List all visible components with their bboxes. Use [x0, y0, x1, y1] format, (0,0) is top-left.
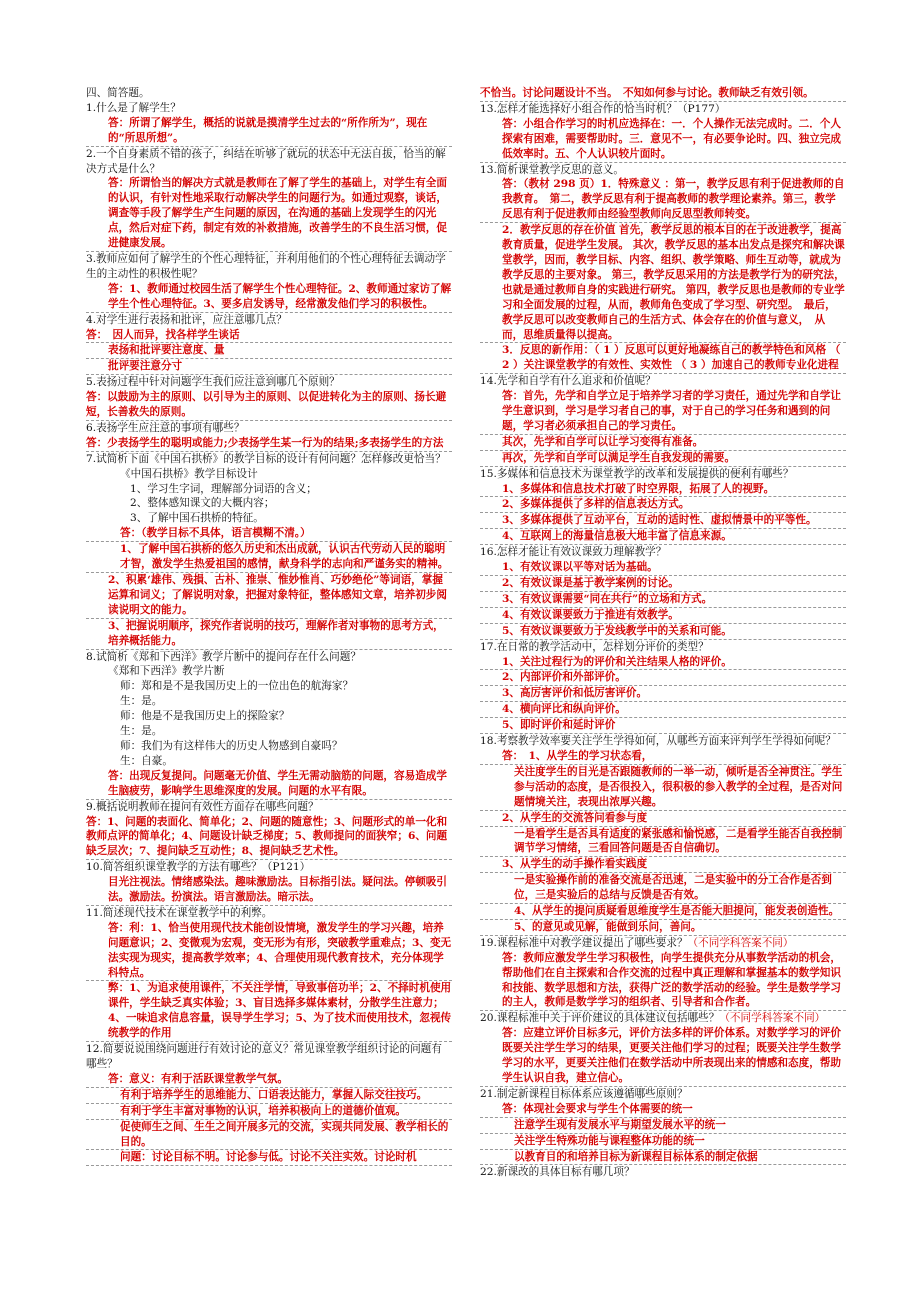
question-text: [480, 1011, 846, 1026]
question-text: [86, 147, 452, 177]
question-text: [86, 86, 452, 101]
answer-text: [480, 1150, 846, 1166]
answer-text: [480, 223, 846, 343]
paragraph-text: 2、多媒体提供了多样的信息表达方式。: [502, 498, 690, 511]
answer-text: [480, 811, 846, 827]
question-text: [480, 936, 846, 951]
answer-text: [480, 702, 846, 718]
paragraph-text: 1.什么是了解学生？: [86, 101, 181, 114]
paragraph-text: 4、互联网上的海量信息极大地丰富了信息来源。: [502, 530, 732, 543]
paragraph-text: 答：以鼓励为主的原则、以引导为主的原则、以促进转化为主的原则、扬长避短，长善救失的原则。: [86, 391, 447, 419]
paragraph-text: 1、多媒体和信息技术打破了时空界限，拓展了人的视野。: [502, 482, 775, 495]
paragraph-text: 3、从学生的动手操作看实践度: [502, 858, 648, 871]
answer-text: [480, 670, 846, 686]
paragraph-text: 13.怎样才能选择好小组合作的恰当时机？（P177）: [480, 102, 726, 115]
answer-text: [86, 176, 452, 252]
answer-text: [480, 451, 846, 467]
paragraph-text: 不恰当。讨论问题设计不当。 不知如何参与讨论。教师缺乏有效引领。: [480, 87, 814, 99]
answer-text: [480, 592, 846, 608]
answer-text: [86, 390, 452, 421]
paragraph-text: 答：出现反复提问。问题毫无价值、学生无需动脑筋的问题，容易造成学生脑疲劳，影响学生思维深度的发展。问题的水平有限。: [108, 769, 447, 797]
paragraph-text: 答：利：1、恰当使用现代技术能创设情境，激发学生的学习兴趣，培养问题意识；2、变微观为宏观，变无形为有形，突破教学重难点；3、变无法实现为现实，提高教学效率；4、合理使用现代教育技术，充分体现学科特点。: [108, 921, 452, 979]
answer-text: [86, 981, 452, 1042]
paragraph-text: 2．教学反思的存在价值 首先，教学反思的根本目的在于改进教学，提高教育质量，促进学生发展。 其次，教学反思的基本出发点是探究和解决课堂教学，因而，教学目标、内容、组织、教学策略、师生互动等，就成为教学反思的主要对象。 第三，教学反思采用的方法是教学行为的研究法，也就是通过教师自身的实践进行研究。 第四，教学反思也是教师的专业学习和全面发展的过程，从而，教师角色变成了学习型、研究型。 最后，教学反思可以改变教师自己的生活方式、体会存在的价值与意义， 从而，思维质量得以提高。: [502, 224, 845, 341]
question-text: [480, 467, 846, 482]
example-text: [86, 482, 452, 497]
answer-text: [480, 576, 846, 592]
answer-text: [86, 343, 452, 359]
paragraph-text: 3.教师应如何了解学生的个性心理特征，并利用他们的个性心理特征去调动学生的主动性的积极性呢？: [86, 252, 446, 280]
answer-text: [480, 529, 846, 545]
paragraph-text: 答：体现社会要求与学生个体需要的统一: [502, 1102, 693, 1115]
paragraph-text: 2、内部评价和外部评价。: [502, 671, 626, 684]
answer-text: [86, 815, 452, 861]
paragraph-text: 答：所谓恰当的解决方式就是教师在了解了学生的基础上，对学生有全面的认识，有针对性地采取行动解决学生的问题行为。如通过观察，谈话，调查等手段了解学生产生问题的原因，在沟通的基础上发现学生的闪光点，然后对症下药，制定有效的补救措施，改善学生的不良生活习惯，促进健康发展。: [108, 177, 447, 250]
example-text: [86, 694, 452, 709]
question-text: [480, 1165, 846, 1180]
paragraph-text: 1、了解中国石拱桥的悠久历史和杰出成就，认识古代劳动人民的聪明才智，激发学生热爱祖国的感情，献身科学的志向和严谨务实的精神。: [120, 543, 449, 571]
question-text: [480, 1087, 846, 1102]
question-text: [86, 1042, 452, 1072]
paragraph-text: 以教育目的和培养目标为新课程目标体系的制定依据: [514, 1150, 758, 1163]
question-text: [86, 650, 452, 665]
paragraph-text: 答：（教学目标不具体，语言模糊不清。）: [120, 527, 311, 540]
paragraph-text: 6.表扬学生应注意的事项有哪些？: [86, 421, 245, 434]
paragraph-text: 1、有效议课以平等对话为基础。: [502, 561, 658, 574]
answer-text: [480, 389, 846, 435]
paragraph-text: 5、有效议课要致力于发线教学中的关系和可能。: [502, 624, 732, 637]
answer-text: [480, 482, 846, 498]
question-text: [86, 421, 452, 436]
answer-text: [480, 177, 846, 223]
answer-text: [86, 526, 452, 542]
paragraph-text: 《郑和下西洋》教学片断: [108, 665, 225, 678]
paragraph-text: 问题：讨论目标不明。讨论参与低。讨论不关注实效。讨论时机: [120, 1151, 417, 1164]
paragraph-text: 5.表扬过程中针对问题学生我们应注意到哪几个原则？: [86, 376, 340, 389]
answer-text: [480, 920, 846, 936]
answer-text: [480, 435, 846, 451]
paragraph-text: 8.试简析《郑和下西洋》教学片断中的提问存在什么问题？: [86, 650, 361, 663]
paragraph-text: 答：所谓了解学生，概括的说就是摸清学生过去的“所作所为”，现在的“所思所想”。: [108, 116, 428, 144]
paragraph-text: 10.简答组织课堂教学的方法有哪些？（P121）: [86, 861, 311, 874]
question-text: [86, 101, 452, 116]
answer-text: [480, 513, 846, 529]
paragraph-text: 5、即时评价和延时评价: [502, 719, 616, 732]
paragraph-text: 3、有效议课需要“同在共行”的立场和方式。: [502, 592, 713, 605]
paragraph-text: 《中国石拱桥》教学目标设计: [120, 467, 258, 480]
question-text: [480, 545, 846, 560]
answer-text: [480, 624, 846, 640]
paragraph-text: 注意学生现有发展水平与期望发展水平的统一: [514, 1118, 726, 1131]
question-text: [86, 800, 452, 815]
answer-text: [86, 619, 452, 650]
question-text: [86, 906, 452, 921]
left-column: [86, 86, 452, 1166]
paragraph-text: 5、的意见或见解，能做到乐问，善问。: [514, 920, 702, 933]
paragraph-text: 答： 1、从学生的学习状态看，: [502, 749, 653, 762]
question-text: [480, 102, 846, 117]
answer-text: [86, 1150, 452, 1166]
paragraph-text: 4.对学生进行表扬和批评，应注意哪几点？: [86, 313, 287, 326]
paragraph-text: 4、从学生的提问质疑看思维度学生是否能大胆提问，能发表创造性。: [514, 905, 840, 918]
question-text: [480, 734, 846, 749]
paragraph-text: 答：少表扬学生的聪明或能力;少表扬学生某一行为的结果;多表扬学生的方法: [86, 436, 444, 449]
paragraph-text: 弊：1、为追求使用课件，不关注学情，导致事倍功半；2、不择时机使用课件，学生缺乏真实体验；3、盲目选择多媒体素材，分散学生注意力；4、一味追求信息容量，误导学生学习；5、为了技术而使用技术，忽视传统教学的作用: [108, 982, 452, 1040]
paragraph-text: 1、学习生字词，理解部分词语的含义；: [130, 482, 317, 495]
paragraph-text: 4、横向评比和纵向评价。: [502, 703, 626, 716]
paragraph-text: 9.概括说明教师在提问有效性方面存在哪些问题？: [86, 800, 319, 813]
paragraph-text: 生：自豪。: [120, 754, 173, 767]
paragraph-text: 2.一个自身素质不错的孩子，纠结在听够了就玩的状态中无法自拔，恰当的解决方式是什么？: [86, 147, 446, 175]
answer-text: [86, 1088, 452, 1104]
answer-text: [86, 921, 452, 982]
answer-text: [480, 904, 846, 920]
paragraph-text: 师：我们为有这样伟大的历史人物感到自豪吗？: [120, 739, 343, 752]
paragraph-text: 3、多媒体提供了互动平台，互动的适时性、虚拟情景中的平等性。: [502, 514, 817, 527]
question-text: [86, 313, 452, 328]
subject-note: （不同学科答案不同）: [687, 936, 794, 949]
answer-text: [86, 573, 452, 619]
answer-text: [480, 873, 846, 904]
paragraph-text: 师：郑和是不是我国历史上的一位出色的航海家？: [120, 680, 354, 693]
subject-note: （不同学科答案不同）: [719, 1012, 826, 1025]
paragraph-text: 21.制定新课程目标体系应该遵循哪些原则？: [480, 1087, 688, 1100]
answer-text: [86, 1072, 452, 1088]
answer-text: [86, 328, 452, 344]
paragraph-text: 1、关注过程行为的评价和关注结果人格的评价。: [502, 655, 732, 668]
example-text: [86, 679, 452, 694]
paragraph-text: 关注度学生的目光是否跟随教师的一举一动，倾听是否全神贯注。学生参与活动的态度，是否很投入，很积极的参入教学的全过程，是否对问题情境关注，表现出浓厚兴趣。: [514, 765, 843, 808]
example-text: [86, 511, 452, 526]
answer-text: [480, 765, 846, 811]
paragraph-text: 19.课程标准中对教学建议提出了哪些要求？: [480, 936, 688, 949]
question-text: [86, 452, 452, 467]
paragraph-text: 表扬和批评要注意度、量: [108, 344, 225, 357]
paragraph-text: 师：他是不是我国历史上的探险家？: [120, 710, 290, 723]
paragraph-text: 答：意义：有利于活跃课堂教学气氛。: [108, 1072, 289, 1085]
answer-text: [480, 1026, 846, 1087]
right-column: [480, 86, 846, 1180]
paragraph-text: 答：教师应激发学生学习积极性，向学生提供充分从事数学活动的机会，帮助他们在自主探索和合作交流的过程中真正理解和掌握基本的数学知识和技能、数学思想和方法，获得广泛的数学活动的经验。学生是数学学习的主人，教师是数学学习的组织者、引导者和合作者。: [502, 951, 841, 1009]
question-text: [86, 252, 452, 282]
paragraph-text: 生：是。: [120, 695, 163, 708]
answer-text: [480, 343, 846, 374]
paragraph-text: 2、从学生的交流答问看参与度: [502, 811, 648, 824]
paragraph-text: 答：应建立评价目标多元，评价方法多样的评价体系。对数学学习的评价既要关注学生学习的结果，更要关注他们学习的过程；既要关注学生数学学习的水平，更要关注他们在数学活动中所表现出来的情感和态度，帮助学生认识自我，建立信心。: [502, 1027, 841, 1084]
answer-text: [86, 359, 452, 375]
paragraph-text: 再次，先学和自学可以满足学生自我发现的需要。: [502, 451, 736, 464]
paragraph-text: 3、把握说明顺序，探究作者说明的技巧，理解作者对事物的思考方式，培养概括能力。: [108, 619, 444, 647]
example-text: [86, 724, 452, 739]
answer-text: [480, 1134, 846, 1150]
question-text: [86, 860, 452, 875]
question-text: [480, 163, 846, 178]
paragraph-text: 13.简析课堂教学反思的意义。: [480, 163, 624, 176]
paragraph-text: 3、高厉害评价和低厉害评价。: [502, 687, 648, 700]
paragraph-text: 14.先学和自学有什么追求和价值呢？: [480, 375, 656, 388]
answer-text: [86, 1104, 452, 1120]
paragraph-text: 15.多媒体和信息技术为课堂教学的改革和发展提供的便利有哪些？: [480, 467, 794, 480]
paragraph-text: 22.新课改的具体目标有哪几项？: [480, 1166, 635, 1179]
answer-text: [480, 686, 846, 702]
question-text: [480, 374, 846, 389]
paragraph-text: 2、整体感知课文的大概内容；: [130, 497, 275, 510]
paragraph-text: 16.怎样才能让有效议课致力理解教学？: [480, 546, 667, 559]
paragraph-text: 促使师生之间、生生之间开展多元的交流，实现共同发展、教学相长的目的。: [120, 1120, 449, 1148]
paragraph-text: 3、了解中国石拱桥的特征。: [130, 512, 264, 525]
paragraph-text: 17.在日常的教学活动中，怎样划分评价的类型？: [480, 640, 709, 653]
answer-text: [86, 875, 452, 906]
example-text: [86, 754, 452, 769]
paragraph-text: 一是实验操作前的准备交流是否迅速，二是实验中的分工合作是否到位，三是实验后的总结与反馈是否有效。: [514, 874, 832, 902]
paragraph-text: 11.简述现代技术在课堂教学中的利弊。: [86, 906, 273, 919]
answer-text: [86, 436, 452, 452]
answer-text: [480, 608, 846, 624]
paragraph-text: 18.考察教学效率要关注学生学得如何，从哪些方面来评判学生学得如何呢？: [480, 735, 836, 748]
answer-text: [480, 857, 846, 873]
question-text: [480, 640, 846, 655]
paragraph-text: 一是看学生是否具有适度的紧张感和愉悦感，二是看学生能否自我控制调节学习情绪，三看回答问题是否自信确切。: [514, 827, 843, 855]
paragraph-text: 答： 因人而异，找各样学生谈话: [86, 328, 240, 341]
answer-text: [480, 86, 846, 102]
answer-text: [480, 718, 846, 734]
example-text: [86, 709, 452, 724]
answer-text: [480, 497, 846, 513]
paragraph-text: 答：首先，先学和自学立足于培养学习者的学习责任，通过先学和自学让学生意识到，学习是学习者自己的事，对于自己的学习任务和遇到的问题，学习者必须承担自己的学习责任。: [502, 390, 841, 432]
example-text: [86, 496, 452, 511]
paragraph-text: 7.试简析下面《中国石拱桥》的教学目标的设计有何问题？怎样修改更恰当？: [86, 452, 446, 465]
paragraph-text: 4、有效议课要致力于推进有效教学。: [502, 608, 679, 621]
paragraph-text: 2、有效议课是基于教学案例的讨论。: [502, 577, 679, 589]
answer-text: [86, 542, 452, 573]
paragraph-text: 答：1、教师通过校园生活了解学生个性心理特征。2、教师通过家访了解学生个性心理特征。3、要多启发诱导，经常激发他们学习的积极性。: [108, 282, 452, 310]
answer-text: [86, 116, 452, 147]
paragraph-text: 答：1、问题的表面化、简单化；2、问题的随意性；3、问题形式的单一化和教师点评的简单化；4、问题设计缺乏梯度；5、教师提问的面狭窄；6、问题缺乏层次；7、提问缺乏互动性；8、提问缺乏艺术性。: [86, 815, 448, 858]
paragraph-text: 20.课程标准中关于评价建议的具体建议包括哪些？: [480, 1012, 720, 1025]
paragraph-text: 3．反思的新作用：（ 1 ）反思可以更好地凝练自己的教学特色和风格 （ 2 ）关注课堂教学的有效性、实效性 （ 3 ）加速自己的教师专业化进程: [502, 344, 841, 372]
question-text: [86, 375, 452, 390]
answer-text: [480, 827, 846, 858]
paragraph-text: 四、简答题。: [86, 87, 150, 99]
example-text: [86, 664, 452, 679]
paragraph-text: 2、积累‘雄伟、残損、古朴、推崇、惟妙惟肖、巧妙绝伦”等词语，掌握运算和词义；了解说明对象，把握对象特征，整体感知文章，培养初步阅读说明文的能力。: [108, 574, 447, 616]
paragraph-text: 12.简要说说围绕问题进行有效讨论的意义？常见课堂教学组织讨论的问题有哪些？: [86, 1043, 442, 1070]
paragraph-text: 答：（教材 298 页）1．特殊意义 ：第一，教学反思有利于促进教师的自我教育。 第二，教学反思有利于提高教师的教学理论素养。第三，教学反思有利于促进教师由经验型教师向反思型教师转变。: [502, 178, 845, 221]
answer-text: [480, 560, 846, 576]
paragraph-text: 有利于培养学生的思维能力、口语表达能力，掌握人际交往技巧。: [120, 1088, 428, 1101]
answer-text: [480, 1118, 846, 1134]
answer-text: [480, 1102, 846, 1118]
answer-text: [480, 655, 846, 671]
answer-text: [480, 951, 846, 1012]
paragraph-text: 有利于学生丰富对事物的认识，培养积极向上的道德价值观。: [120, 1104, 407, 1117]
paragraph-text: 答：小组合作学习的时机应选择在：一．个人操作无法完成时。二．个人探索有困难，需要帮助时。三．意见不一，有必要争论时。四、独立完成低效率时。五、个人认识较片面时。: [502, 117, 841, 160]
answer-text: [86, 282, 452, 313]
answer-text: [86, 769, 452, 800]
answer-text: [86, 1120, 452, 1151]
example-text: [86, 467, 452, 482]
paragraph-text: 关注学生特殊功能与课程整体功能的统一: [514, 1134, 705, 1147]
example-text: [86, 739, 452, 754]
answer-text: [480, 117, 846, 163]
paragraph-text: 其次，先学和自学可以让学习变得有准备。: [502, 435, 704, 448]
paragraph-text: 生：是。: [120, 725, 163, 738]
answer-text: [480, 749, 846, 765]
paragraph-text: 批评要注意分寸: [108, 360, 183, 373]
paragraph-text: 目光注视法。情绪感染法。趣味激励法。目标指引法。疑问法。停顿吸引法。激励法。扮演法。语言激励法。暗示法。: [108, 876, 447, 904]
